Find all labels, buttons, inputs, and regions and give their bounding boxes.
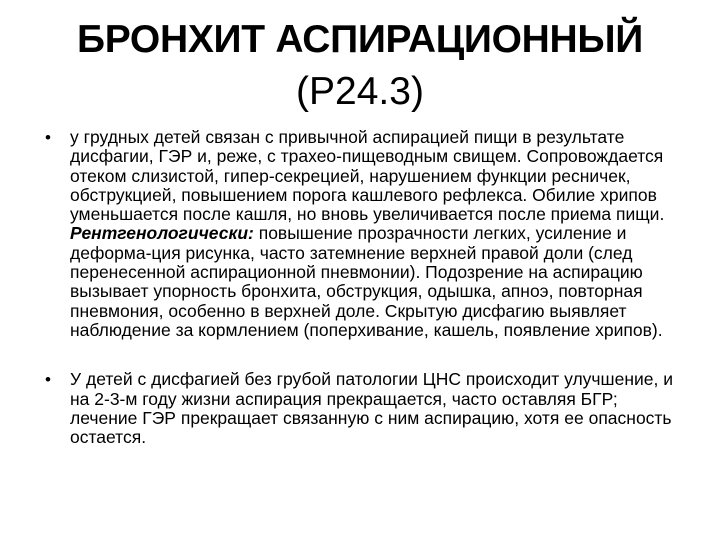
bullet-item-2: [38, 370, 688, 447]
bullet-list: [38, 128, 688, 447]
bullet-marker: •: [45, 370, 51, 390]
bullet-marker: •: [45, 128, 51, 147]
title-icd-code: (Р24.3): [296, 70, 424, 113]
slide-title: [40, 14, 680, 118]
xray-emphasis: Рентгенологически:: [70, 223, 254, 244]
bullet-text-1: [70, 128, 688, 340]
title-diagnosis: БРОНХИТ АСПИРАЦИОННЫЙ: [77, 18, 643, 61]
bullet-1-text-after: повышение прозрачности легких, усиление и деформа-ция рисунка, часто затемнение верхней правой доли (след перенесенной аспирационной пневмонии). Подозрение на аспирацию вызывает упорность бронхита, обструкция, одышка, апноэ, повторная пневмония, особенно в верхней доле. Скрытую дисфагию выявляет наблюдение за кормлением (поперхивание, кашель, появление хрипов).: [70, 223, 663, 340]
bullet-1-text-before: у грудных детей связан с привычной аспирацией пищи в результате дисфагии, ГЭР и, реже, с трахео-пищеводным свищем. Сопровождается отеком слизистой, гипер-секрецией, нарушением функции ресничек, обструкцией, повышением порога кашлевого рефлекса. Обилие хрипов уменьшается после кашля, но вновь увеличивается после приема пищи.: [70, 127, 665, 225]
bullet-item-1: [38, 128, 688, 340]
bullet-text-2: У детей с дисфагией без грубой патологии ЦНС происходит улучшение, и на 2-3-м году жизни аспирация прекращается, часто оставляя БГР; лечение ГЭР прекращает связанную с ним аспирацию, хотя ее опасность остается.: [70, 369, 673, 448]
